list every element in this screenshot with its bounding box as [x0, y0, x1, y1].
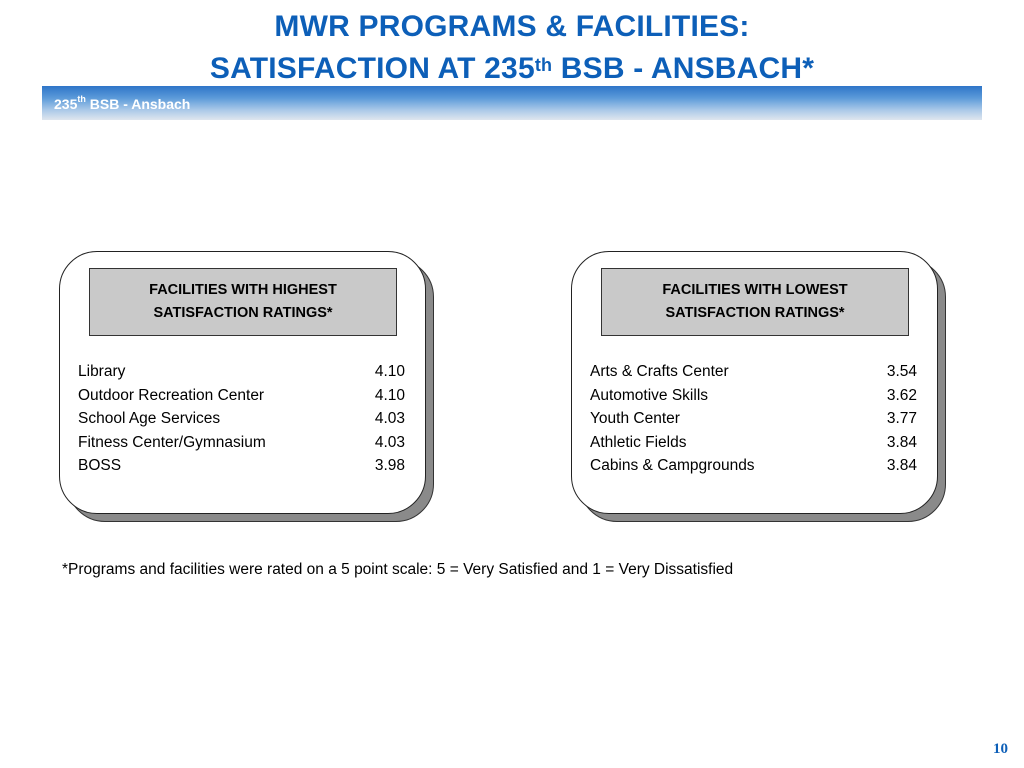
- lowest-header-line-1: FACILITIES WITH LOWEST: [662, 282, 848, 298]
- header-band: [42, 86, 982, 120]
- facility-name: Library: [78, 363, 126, 380]
- highest-list: [78, 360, 405, 478]
- list-item: [78, 454, 405, 478]
- facility-rating: 4.03: [374, 410, 405, 427]
- facility-name: Automotive Skills: [590, 386, 709, 404]
- facility-name: Arts & Crafts Center: [590, 363, 729, 380]
- facility-rating: 3.54: [886, 363, 917, 380]
- facility-name: Athletic Fields: [590, 433, 687, 451]
- list-item: [590, 384, 917, 408]
- facility-name: Fitness Center/Gymnasium: [78, 433, 266, 451]
- highest-panel: [59, 251, 426, 514]
- facility-rating: 3.84: [886, 457, 917, 474]
- highest-header-line-1: FACILITIES WITH HIGHEST: [149, 282, 337, 298]
- list-item: [590, 360, 917, 384]
- facility-name: Youth Center: [590, 410, 680, 427]
- list-item: [590, 407, 917, 431]
- highest-header-line-2: SATISFACTION RATINGS*: [153, 305, 333, 321]
- facility-rating: 3.98: [374, 457, 405, 474]
- band-label: [54, 96, 190, 112]
- facility-rating: 3.62: [886, 386, 917, 404]
- list-item: [590, 454, 917, 478]
- list-item: [78, 407, 405, 431]
- lowest-list: [590, 360, 917, 478]
- lowest-panel-header: [601, 268, 909, 336]
- lowest-panel: [571, 251, 938, 514]
- facility-name: Outdoor Recreation Center: [78, 386, 265, 404]
- lowest-header-line-2: SATISFACTION RATINGS*: [665, 305, 845, 321]
- band-label-pre: 235: [54, 96, 78, 112]
- title-line-2: [0, 48, 1024, 90]
- list-item: [78, 384, 405, 408]
- list-item: [590, 431, 917, 455]
- list-item: [78, 431, 405, 455]
- facility-rating: 4.10: [374, 363, 405, 380]
- title-line-1: MWR PROGRAMS & FACILITIES:: [274, 10, 750, 43]
- list-item: [78, 360, 405, 384]
- highest-panel-header: [89, 268, 397, 336]
- title-line-2-sup: th: [534, 55, 553, 75]
- slide-title: [0, 6, 1024, 90]
- facility-rating: 3.77: [886, 410, 917, 427]
- title-line-2-pre: SATISFACTION AT 235: [209, 52, 535, 85]
- footnote: *Programs and facilities were rated on a 5 point scale: 5 = Very Satisfied and 1 = Very Dissatisfied: [62, 561, 734, 578]
- facility-name: Cabins & Campgrounds: [590, 457, 755, 474]
- facility-rating: 4.10: [374, 386, 405, 404]
- band-label-post: BSB - Ansbach: [85, 96, 191, 112]
- facility-name: BOSS: [78, 457, 122, 474]
- facility-name: School Age Services: [78, 410, 221, 427]
- title-line-2-post: BSB - ANSBACH*: [552, 52, 815, 85]
- facility-rating: 4.03: [374, 433, 405, 451]
- band-label-sup: th: [77, 94, 86, 104]
- page-number: 10: [993, 741, 1008, 757]
- facility-rating: 3.84: [886, 433, 917, 451]
